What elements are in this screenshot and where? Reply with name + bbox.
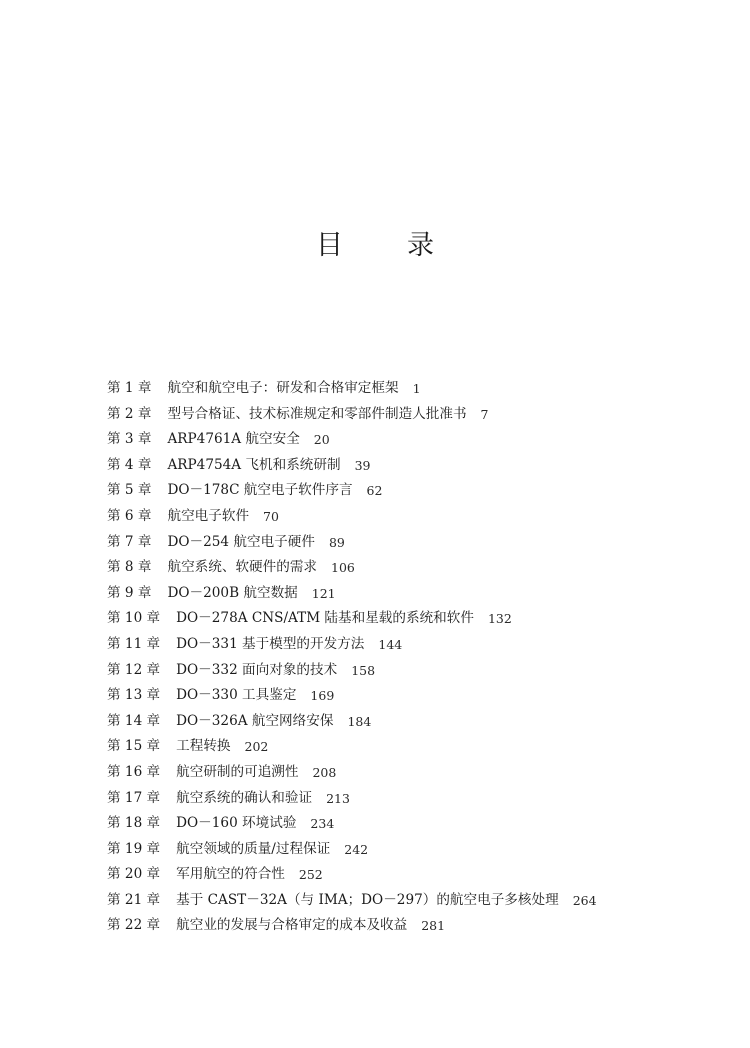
toc-chapter-number: 第 4 章 — [107, 456, 152, 473]
toc-entry — [107, 632, 707, 658]
toc-entry — [107, 504, 707, 530]
toc-chapter-number: 第 12 章 — [107, 661, 161, 678]
toc-entry — [107, 913, 707, 939]
toc-entry — [107, 811, 707, 837]
toc-chapter-title: ARP4754A 飞机和系统研制 — [167, 456, 341, 473]
toc-entry — [107, 606, 707, 632]
toc-page-number: 62 — [366, 483, 383, 499]
toc-page-number: 281 — [421, 918, 446, 934]
toc-page-number: 7 — [480, 406, 489, 422]
toc-chapter-number: 第 9 章 — [107, 584, 152, 601]
toc-chapter-number: 第 13 章 — [107, 687, 161, 704]
title-char-1: 目 — [316, 230, 343, 261]
toc-page-number: 20 — [313, 432, 330, 448]
toc-entry — [107, 478, 707, 504]
toc-page-number: 208 — [312, 764, 337, 780]
toc-chapter-number: 第 15 章 — [107, 738, 161, 755]
toc-entry — [107, 402, 707, 428]
toc-chapter-title: 航空电子软件 — [167, 507, 250, 524]
toc-entry — [107, 376, 707, 402]
toc-chapter-title: 航空和航空电子：研发和合格审定框架 — [167, 380, 399, 396]
toc-entry — [107, 658, 707, 684]
toc-entry — [107, 837, 707, 863]
toc-chapter-number: 第 11 章 — [107, 635, 161, 652]
toc-entry — [107, 760, 707, 786]
toc-chapter-number: 第 6 章 — [107, 507, 152, 524]
toc-page-number: 1 — [412, 381, 421, 396]
toc-entry — [107, 453, 707, 479]
toc-entry — [107, 683, 707, 709]
toc-entry — [107, 530, 707, 556]
toc-chapter-number: 第 21 章 — [107, 891, 161, 908]
toc-chapter-title: DO－160 环境试验 — [176, 815, 297, 832]
toc-entry — [107, 427, 707, 453]
title-char-2: 录 — [407, 230, 434, 261]
toc-page-number: 158 — [351, 662, 376, 678]
toc-page-number: 252 — [298, 867, 323, 883]
toc-chapter-title: DO－326A 航空网络安保 — [176, 712, 334, 729]
toc-page-number: 39 — [354, 457, 371, 473]
toc-chapter-number: 第 2 章 — [107, 405, 152, 422]
toc-chapter-title: 航空系统的确认和验证 — [176, 789, 313, 806]
toc-chapter-title: 基于 CAST－32A（与 IMA；DO－297）的航空电子多核处理 — [176, 891, 559, 908]
toc-page-number: 169 — [310, 688, 335, 704]
toc-page-number: 242 — [344, 841, 369, 857]
toc-entry — [107, 888, 707, 914]
toc-chapter-number: 第 16 章 — [107, 763, 161, 780]
toc-chapter-number: 第 5 章 — [107, 482, 152, 499]
toc-page-number: 213 — [326, 790, 350, 806]
toc-chapter-title: DO－254 航空电子硬件 — [167, 533, 315, 550]
toc-chapter-number: 第 10 章 — [107, 610, 161, 627]
toc-chapter-number: 第 17 章 — [107, 789, 161, 806]
toc-entry — [107, 709, 707, 735]
toc-chapter-title: 型号合格证、技术标准规定和零部件制造人批准书 — [167, 405, 467, 422]
toc-chapter-title: 航空领域的质量/过程保证 — [176, 840, 331, 857]
toc-chapter-title: DO－332 面向对象的技术 — [176, 661, 338, 678]
toc-page-number: 70 — [263, 508, 279, 524]
toc-page-number: 264 — [572, 892, 597, 908]
toc-chapter-title: DO－331 基于模型的开发方法 — [176, 635, 365, 652]
toc-page-number: 89 — [328, 534, 345, 550]
toc-chapter-title: ARP4761A 航空安全 — [167, 431, 300, 448]
toc-page-number: 106 — [331, 560, 355, 576]
toc-chapter-title: 航空业的发展与合格审定的成本及收益 — [176, 917, 408, 934]
toc-chapter-title: DO－330 工具鉴定 — [176, 687, 297, 704]
toc-chapter-title: DO－278A CNS/ATM 陆基和星载的系统和软件 — [176, 610, 474, 627]
toc-chapter-title: 航空系统、软硬件的需求 — [167, 559, 318, 576]
toc-entry — [107, 862, 707, 888]
toc-chapter-number: 第 18 章 — [107, 815, 161, 832]
toc-chapter-title: 工程转换 — [176, 738, 231, 755]
table-of-contents — [107, 376, 707, 939]
toc-chapter-title: 军用航空的符合性 — [176, 866, 285, 883]
toc-chapter-title: DO－178C 航空电子软件序言 — [167, 482, 353, 499]
toc-entry — [107, 734, 707, 760]
page-title — [0, 226, 750, 266]
toc-page-number: 234 — [310, 816, 335, 832]
toc-chapter-number: 第 3 章 — [107, 431, 152, 448]
toc-entry — [107, 786, 707, 812]
toc-chapter-number: 第 20 章 — [107, 866, 161, 883]
toc-page-number: 121 — [311, 585, 336, 601]
toc-page-number: 132 — [487, 611, 512, 627]
toc-chapter-number: 第 14 章 — [107, 712, 161, 729]
toc-page-number: 184 — [347, 713, 372, 729]
toc-chapter-number: 第 22 章 — [107, 917, 161, 934]
toc-entry — [107, 555, 707, 581]
toc-entry — [107, 581, 707, 607]
toc-chapter-title: 航空研制的可追溯性 — [176, 763, 299, 780]
toc-chapter-number: 第 19 章 — [107, 840, 161, 857]
toc-page-number: 202 — [244, 739, 269, 755]
toc-chapter-title: DO－200B 航空数据 — [167, 584, 298, 601]
toc-page-number: 144 — [378, 636, 403, 652]
toc-chapter-number: 第 1 章 — [107, 380, 152, 396]
toc-chapter-number: 第 7 章 — [107, 533, 152, 550]
toc-chapter-number: 第 8 章 — [107, 559, 152, 576]
